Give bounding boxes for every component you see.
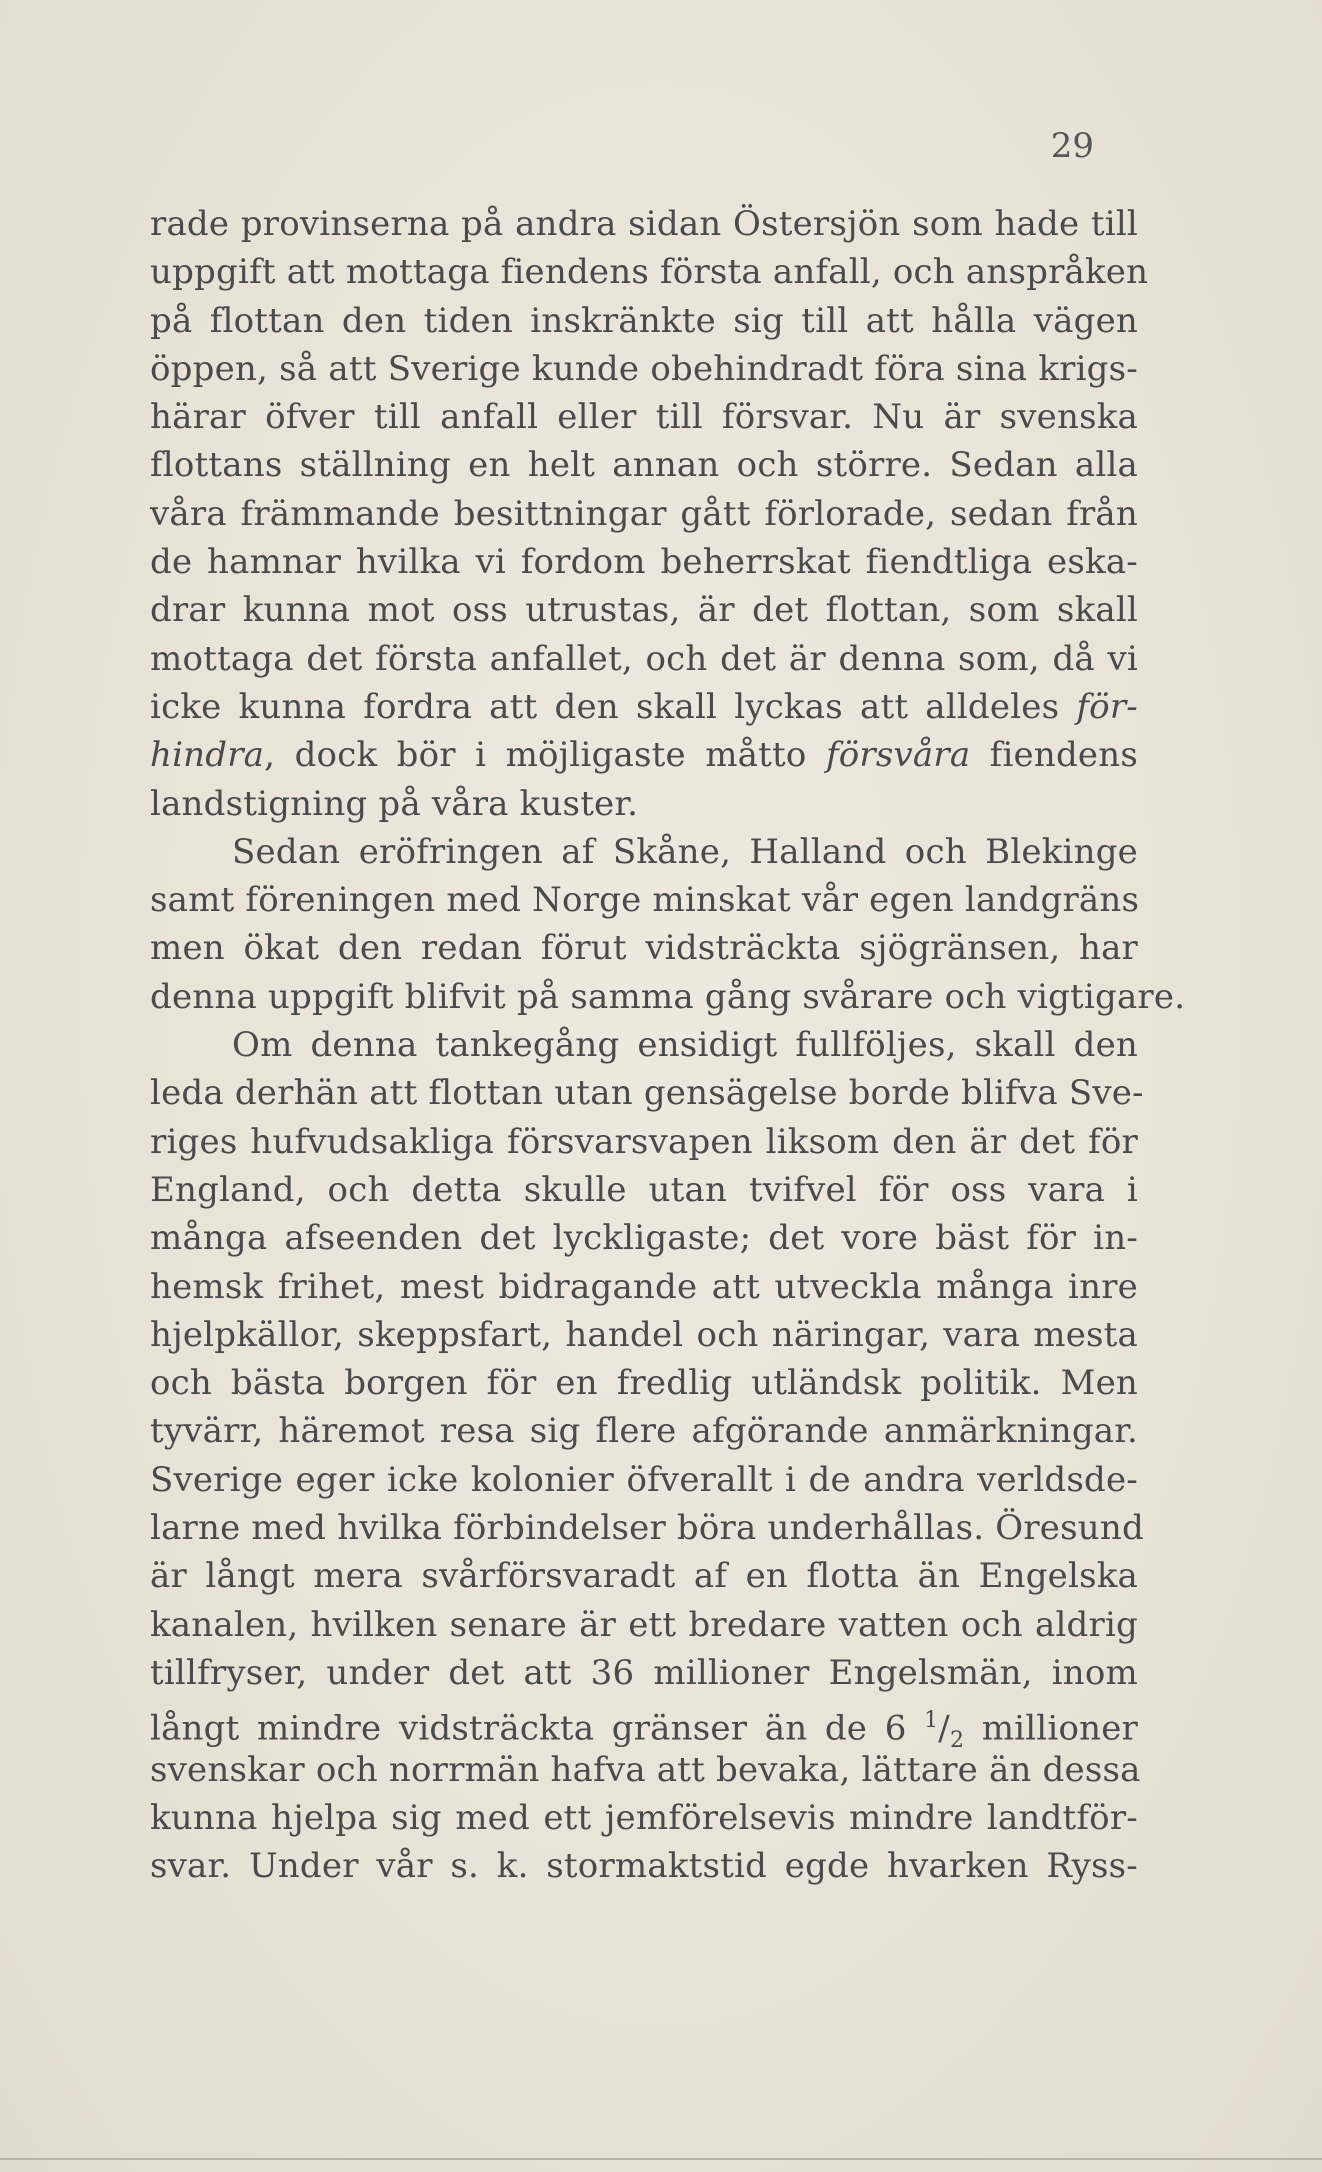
text-line: riges hufvudsakliga försvarsvapen liksom den är det för	[150, 1121, 1138, 1162]
text-line: svenskar och norrmän hafva att bevaka, lättare än dessa	[150, 1749, 1141, 1790]
text-line: är långt mera svårförsvaradt af en flotta än Engelska	[150, 1556, 1138, 1597]
text-run: långt mindre vidsträckta gränser än de 6	[150, 1708, 925, 1749]
page-bottom-edge	[0, 2158, 1322, 2160]
text-line: kunna hjelpa sig med ett jemförelsevis mindre landtför-	[150, 1797, 1138, 1838]
text-line: kanalen, hvilken senare är ett bredare vatten och aldrig	[150, 1604, 1138, 1645]
text-line: och bästa borgen för en fredlig utländsk politik. Men	[150, 1363, 1138, 1404]
text-line: härar öfver till anfall eller till försvar. Nu är svenska	[150, 397, 1138, 438]
text-line: tillfryser, under det att 36 millioner Engelsmän, inom	[150, 1652, 1138, 1693]
text-line: rade provinserna på andra sidan Östersjön som hade till	[150, 204, 1138, 244]
text-line: våra främmande besittningar gått förlorade, sedan från	[150, 493, 1138, 534]
text-line: samt föreningen med Norge minskat vår egen landgräns	[150, 880, 1140, 921]
text-line: de hamnar hvilka vi fordom beherrskat fiendtliga eska-	[150, 542, 1138, 583]
text-line: leda derhän att flottan utan gensägelse borde blifva Sve-	[150, 1073, 1144, 1114]
text-line: drar kunna mot oss utrustas, är det flottan, som skall	[150, 590, 1138, 631]
text-line: mottaga det första anfallet, och det är denna som, då vi	[150, 638, 1138, 679]
text-run: , dock bör i möjligaste måtto	[264, 735, 826, 776]
text-run: millioner	[964, 1708, 1138, 1749]
text-line: landstigning på våra kuster.	[150, 783, 639, 824]
italic-run: för-	[1076, 686, 1138, 727]
text-line: tyvärr, häremot resa sig flere afgörande anmärkningar.	[150, 1411, 1138, 1452]
text-line: Om denna tankegång ensidigt fullföljes, skall den	[232, 1025, 1138, 1066]
italic-run: försvåra	[825, 735, 971, 776]
text-line: uppgift att mottaga fiendens första anfall, och anspråken	[150, 252, 1149, 293]
fraction-denominator: 2	[949, 1728, 965, 1754]
text-line: England, och detta skulle utan tvifvel för oss vara i	[150, 1169, 1138, 1210]
text-line: svar. Under vår s. k. stormaktstid egde hvarken Ryss-	[150, 1846, 1138, 1887]
text-line: men ökat den redan förut vidsträckta sjögränsen, har	[150, 928, 1138, 969]
text-line	[150, 731, 1138, 779]
fraction-numerator: 1	[924, 1708, 939, 1734]
text-line: Sverige eger icke kolonier öfverallt i de andra verldsde-	[150, 1459, 1138, 1500]
fraction-slash: /	[938, 1708, 950, 1749]
text-run: icke kunna fordra att den skall lyckas att alldeles	[150, 686, 1077, 727]
body-text	[150, 200, 1186, 1890]
text-line: på flottan den tiden inskränkte sig till att hålla vägen	[150, 300, 1138, 341]
text-line: Sedan eröfringen af Skåne, Halland och Blekinge	[232, 831, 1138, 872]
text-line: hjelpkällor, skeppsfart, handel och näringar, vara mesta	[150, 1314, 1138, 1355]
text-line	[150, 683, 1138, 731]
text-line: öppen, så att Sverige kunde obehindradt föra sina krigs-	[150, 348, 1138, 389]
text-run: fiendens	[970, 735, 1138, 776]
text-line: denna uppgift blifvit på samma gång svårare och vigtigare.	[150, 976, 1186, 1017]
text-line: hemsk frihet, mest bidragande att utveckla många inre	[150, 1266, 1138, 1307]
text-line: larne med hvilka förbindelser böra underhållas. Öresund	[150, 1508, 1144, 1549]
italic-run: hindra	[150, 735, 265, 776]
text-line	[150, 1697, 1138, 1754]
page-number: 29	[1050, 126, 1094, 166]
text-line: flottans ställning en helt annan och större. Sedan alla	[150, 445, 1138, 486]
text-line: många afseenden det lyckligaste; det vore bäst för in-	[150, 1218, 1138, 1259]
